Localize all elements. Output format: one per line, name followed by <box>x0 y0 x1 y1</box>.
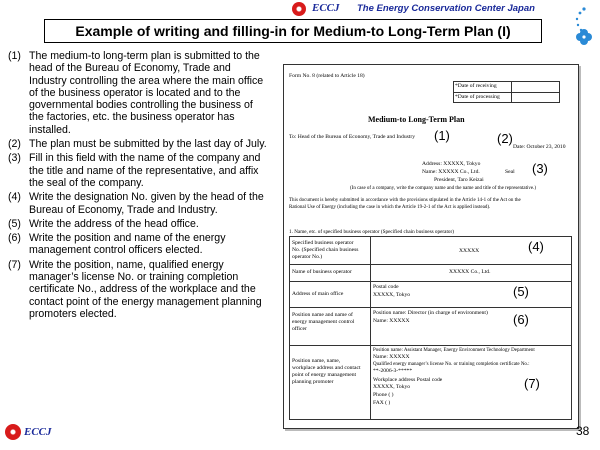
date-receiving-label: *Date of receiving <box>455 83 497 89</box>
header-logo-text: ECCJ <box>312 2 340 14</box>
row5-fax: FAX ( ) <box>373 400 391 406</box>
header-org-name: The Energy Conservation Center Japan <box>357 3 535 14</box>
marker-7: (7) <box>524 376 540 391</box>
section-1-heading: 1. Name, etc. of specified business operator (Specified chain business operator) <box>289 229 454 235</box>
form-date: Date: October 23, 2010 <box>513 144 566 150</box>
list-item: (4) Write the designation No. given by the head of the Bureau of Economy, Trade and Industry. <box>8 191 264 216</box>
row5-label: workplace address and contact <box>292 365 361 371</box>
marker-4: (4) <box>528 239 544 254</box>
address-line: Address: XXXXX, Tokyo <box>422 161 481 167</box>
row5-phone: Phone ( ) <box>373 392 394 398</box>
row5-license: Qualified energy manager’s license No. or training completion certificate No.: <box>373 362 530 367</box>
marker-1: (1) <box>434 128 450 143</box>
row3-postal: Postal code <box>373 284 399 290</box>
submit-text-1: This document is hereby submitted in accordance with the provisions stipulated in the Article 14-1 of the Act on the <box>289 198 521 203</box>
date-processing-label: *Date of processing <box>455 94 500 100</box>
row4-label: Position name and name of <box>292 312 353 318</box>
row2-value: XXXXX Co., Ltd. <box>449 269 491 275</box>
submit-text-2: Rational Use of Energy (including the case in which the Article 19-2-1 of the Act is applied instead). <box>289 205 491 210</box>
marker-6: (6) <box>513 312 529 327</box>
row1-value: XXXXX <box>459 248 480 254</box>
list-item: (3) Fill in this field with the name of the company and the title and name of the representative, and affix the seal of the company. <box>8 152 261 189</box>
row5-workplace: Workplace address Postal code <box>373 377 443 383</box>
page-number: 38 <box>576 424 590 438</box>
list-item: (2) The plan must be submitted by the last day of July. <box>8 138 267 151</box>
row4-name: Name: XXXXX <box>373 318 410 324</box>
footer-logo-icon <box>5 424 21 440</box>
company-note: (In case of a company, write the company name and the name and title of the representative.) <box>350 186 536 191</box>
name-line: Name: XXXXX Co., Ltd. <box>422 169 480 175</box>
list-item: (6) Write the position and name of the energy management control officers elected. <box>8 232 226 257</box>
row5-label: planning promoter <box>292 379 334 385</box>
list-item: (7) Write the position, name, qualified energy manager’s license No. or training completion certificate No., address of the workplace and the contact point of the energy management planning promoters elected. <box>8 258 262 320</box>
form-title: Medium-to Long-Term Plan <box>368 115 465 124</box>
president-line: President, Taro Keizai <box>434 177 484 183</box>
row5-label: Position name, name, <box>292 358 341 364</box>
footer-logo-text: ECCJ <box>24 426 52 438</box>
row1-label: No. (Specified chain business <box>292 247 359 253</box>
row5-city: XXXXX, Tokyo <box>373 384 411 390</box>
row5-label: point of energy management <box>292 372 357 378</box>
marker-3: (3) <box>532 161 548 176</box>
row4-label: officer <box>292 326 307 332</box>
eccj-logo-icon <box>292 2 306 16</box>
list-item: (1) The medium-to long-term plan is submitted to the head of the Bureau of Economy, Trade and Industry controlling the area where the main office of the business operator is located and to the governmental bodies controlling the business of the factories, etc. the business operator has installed. <box>8 50 264 136</box>
page-title: Example of writing and filling-in for Medium-to Long-Term Plan (I) <box>44 19 542 43</box>
row4-label: energy management control <box>292 319 355 325</box>
row5-name: Name: XXXXX <box>373 354 410 360</box>
row1-label: Specified business operator <box>292 240 354 246</box>
seal-label: Seal <box>505 169 515 175</box>
form-number: Form No. 8 (related to Article 18) <box>289 73 365 79</box>
marker-2: (2) <box>497 131 513 146</box>
clover-logo-icon <box>571 3 597 47</box>
row4-position: Position name: Director (in charge of environment) <box>373 310 488 316</box>
form-sample <box>283 64 579 429</box>
row3-value: XXXXX, Tokyo <box>373 292 411 298</box>
row5-position: Position name: Assistant Manager, Energy Environment Technology Department <box>373 348 535 353</box>
to-line: To: Head of the Bureau of Economy, Trade and Industry <box>289 134 416 140</box>
explanation-list <box>8 50 270 322</box>
row1-label: operator No.) <box>292 254 323 260</box>
marker-5: (5) <box>513 284 529 299</box>
row5-license-no: **-2006-3-***** <box>373 368 413 374</box>
list-item: (5) Write the address of the head office. <box>8 217 199 230</box>
row2-label: Name of business operator <box>292 269 352 275</box>
row3-label: Address of main office <box>292 291 344 297</box>
